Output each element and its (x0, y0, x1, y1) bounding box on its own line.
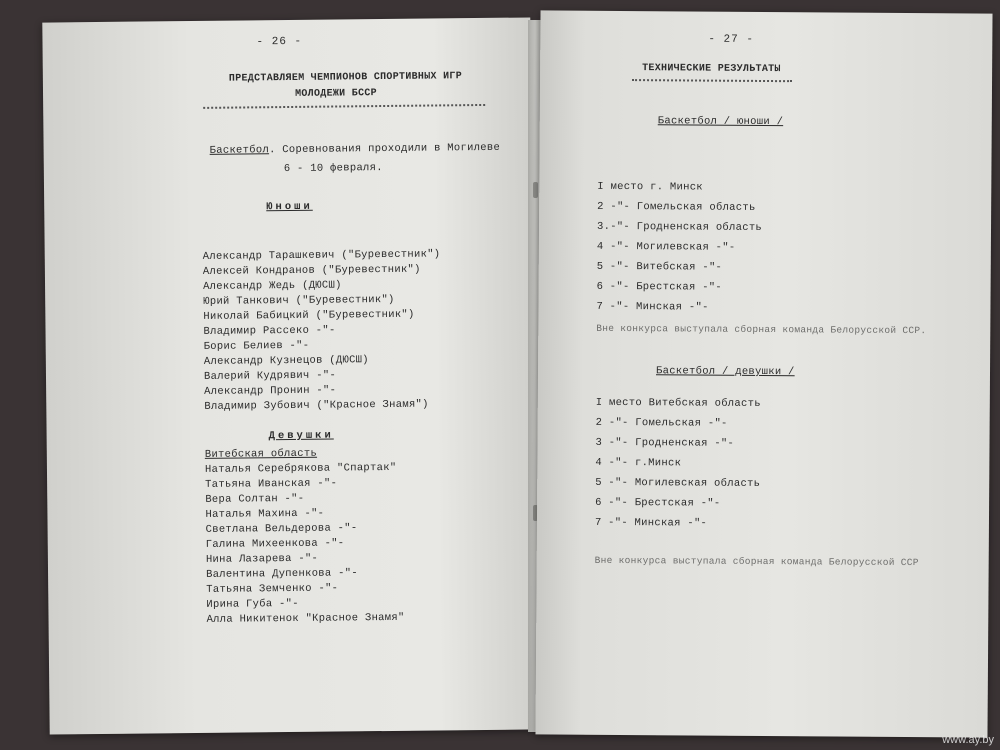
list-item: Владимир Рассеко -"- (203, 324, 336, 338)
staple (533, 182, 538, 198)
left-heading-line1: ПРЕДСТАВЛЯЕМ ЧЕМПИОНОВ СПОРТИВНЫХ ИГР (228, 71, 463, 85)
intro-line (210, 142, 501, 157)
girls-results-note: Вне конкурса выступала сборная команда Белорусской ССР (594, 554, 919, 569)
intro-sport: Баскетбол (209, 144, 270, 157)
heading-rule (203, 104, 485, 109)
list-item: Светлана Вельдерова -"- (205, 522, 358, 536)
list-item: Александр Тарашкевич ("Буревестник") (202, 248, 441, 263)
site-watermark: www.ay.by (942, 734, 994, 746)
list-item: Галина Михеенкова -"- (205, 537, 345, 551)
list-item: Александр Жедь (ДЮСШ) (202, 279, 342, 293)
left-heading-line2: МОЛОДЕЖИ БССР (294, 88, 378, 100)
result-row: 4 -"- г.Минск (595, 456, 682, 470)
list-item: Нина Лазарева -"- (205, 552, 319, 566)
left-page-number: - 26 - (256, 35, 303, 49)
right-page-number: - 27 - (708, 33, 754, 46)
girls-heading: Девушки (268, 429, 334, 443)
boys-results-heading: Баскетбол / юноши / (657, 115, 784, 129)
boys-heading: Юноши (266, 200, 313, 214)
result-row: 4 -"- Могилевская -"- (596, 240, 736, 254)
result-row: 5 -"- Могилевская область (595, 476, 761, 490)
list-item: Николай Бабицкий ("Буревестник") (203, 308, 415, 323)
list-item: Александр Кузнецов (ДЮСШ) (203, 354, 369, 368)
intro-dates: 6 - 10 февраля. (283, 162, 383, 176)
list-item: Алла Никитенок "Красное Знамя" (206, 611, 405, 626)
list-item: Владимир Зубович ("Красное Знамя") (204, 398, 429, 413)
left-page (42, 17, 537, 734)
list-item: Алексей Кондранов ("Буревестник") (202, 263, 421, 278)
result-row: 2 -"- Гомельская область (597, 200, 756, 214)
list-item: Татьяна Иванская -"- (205, 477, 338, 491)
list-item: Александр Пронин -"- (204, 384, 337, 398)
result-row: 6 -"- Брестская -"- (596, 280, 723, 294)
list-item: Ирина Губа -"- (206, 597, 299, 611)
list-item: Валерий Кудрявич -"- (203, 369, 337, 383)
result-row: 7 -"- Минская -"- (596, 300, 709, 314)
result-row: 7 -"- Минская -"- (594, 516, 708, 530)
boys-results-note: Вне конкурса выступала сборная команда Белорусской ССР. (596, 322, 927, 337)
result-row: I место Витебская область (595, 396, 761, 410)
list-item: Юрий Танкович ("Буревестник") (203, 293, 395, 308)
list-item: Наталья Серебрякова "Спартак" (204, 461, 397, 476)
result-row: 2 -"- Гомельская -"- (595, 416, 728, 430)
result-row: 5 -"- Витебская -"- (596, 260, 723, 274)
right-page (535, 10, 992, 737)
intro-text: . Соревнования проходили в Могилеве (268, 141, 501, 157)
result-row: 6 -"- Брестская -"- (595, 496, 721, 510)
girls-results-heading: Баскетбол / девушки / (655, 365, 795, 379)
girls-region: Витебская область (204, 447, 318, 461)
right-heading: ТЕХНИЧЕСКИЕ РЕЗУЛЬТАТЫ (642, 63, 781, 76)
result-row: 3.-"- Гродненская область (596, 220, 763, 234)
list-item: Наталья Махина -"- (205, 507, 325, 521)
list-item: Борис Белиев -"- (203, 339, 310, 353)
list-item: Вера Солтан -"- (205, 492, 305, 506)
heading-rule (632, 79, 792, 82)
result-row: I место г. Минск (597, 180, 703, 194)
list-item: Татьяна Земченко -"- (206, 582, 339, 596)
list-item: Валентина Дупенкова -"- (206, 567, 358, 581)
result-row: 3 -"- Гродненская -"- (595, 436, 735, 450)
